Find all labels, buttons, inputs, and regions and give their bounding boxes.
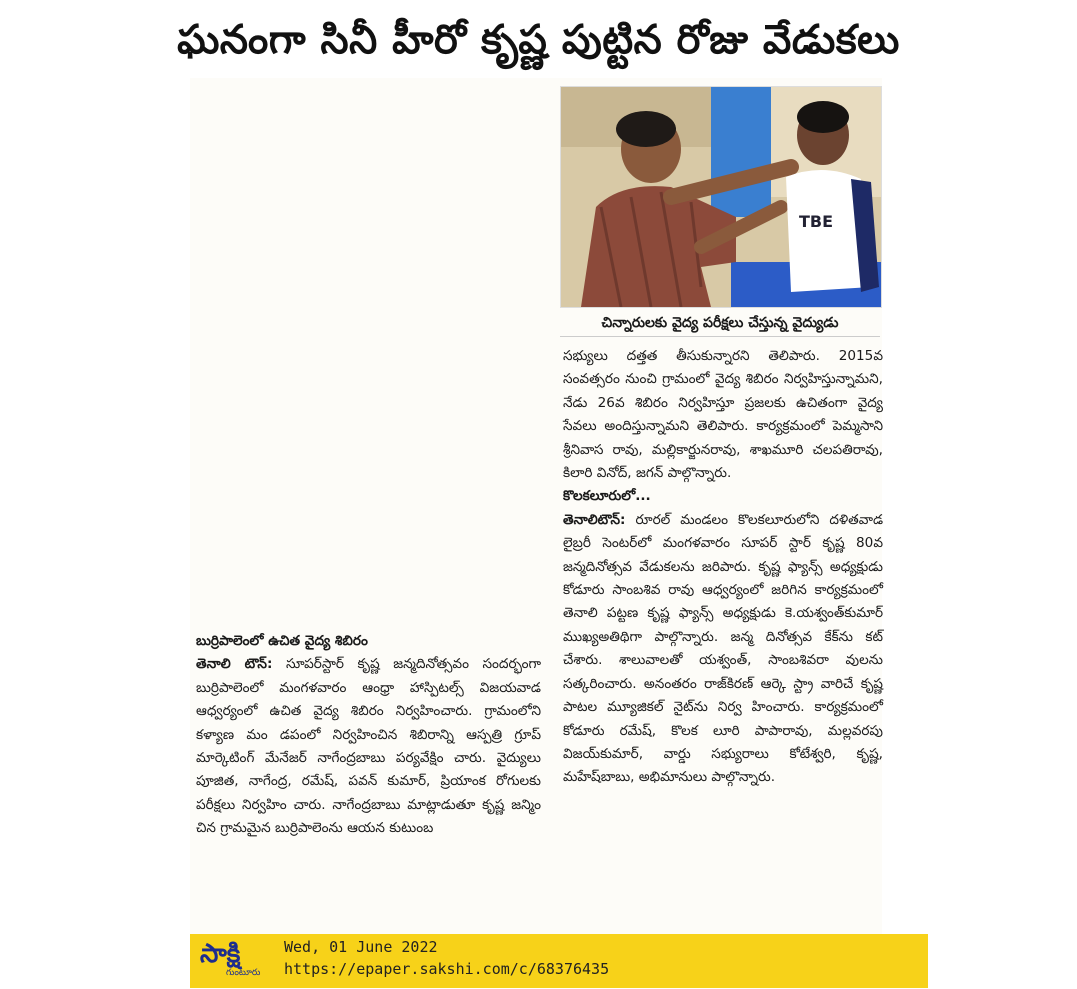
kolakaluru-subhead: కొలకలూరులో... [563, 488, 651, 505]
headline: ఘనంగా సినీ హీరో కృష్ణ పుట్టిన రోజు వేడుకలు [177, 17, 900, 63]
left-dateline: తెనాలి టౌన్: [196, 656, 273, 673]
edition-date: Wed, 01 June 2022 [284, 938, 438, 956]
logo-text: సాక్షి [200, 939, 241, 969]
epaper-url-link[interactable]: https://epaper.sakshi.com/c/68376435 [284, 960, 610, 978]
right-body-paragraph [563, 509, 883, 790]
logo-subtext: గుంటూరు [226, 968, 261, 978]
left-column [196, 630, 541, 841]
svg-text:TBE: TBE [799, 212, 834, 231]
left-body-text: సూపర్‌స్టార్ కృష్ణ జన్మదినోత్సవం సందర్భంగా బుర్రిపాలెంలో మంగళవారం ఆంధ్రా హాస్పిటల్స్ విజయవాడ ఆధ్వర్యంలో ఉచిత వైద్య శిబిరం నిర్వహించారు. గ్రామంలోని కళ్యాణ మం డపంలో నిర్వహించిన శిబిరాన్ని ఆస్పత్రి గ్రూప్ మార్కెటింగ్ మేనేజర్ నాగేంద్రబాబు పర్యవేక్షిం చారు. వైద్యులు పూజిత, నాగేంద్ర, రమేష్, పవన్ కుమార్, ప్రియాంక రోగులకు పరీక్షలు నిర్వహిం చారు. నాగేంద్రబాబు మాట్లాడుతూ కృష్ణ జన్మిం చిన గ్రామమైన బుర్రిపాలెంను ఆయన కుటుంబ [196, 656, 541, 837]
burripalem-subhead: బుర్రిపాలెంలో ఉచిత వైద్య శిబిరం [196, 633, 368, 649]
photo-caption: చిన్నారులకు వైద్య పరీక్షలు చేస్తున్న వైద్యుడు [560, 310, 880, 337]
right-column [563, 345, 883, 790]
sakshi-logo[interactable] [196, 938, 276, 984]
right-intro-paragraph: సభ్యులు దత్తత తీసుకున్నారని తెలిపారు. 2015వ సంవత్సరం నుంచి గ్రామంలో వైద్య శిబిరం నిర్వహిస్తున్నామని, నేడు 26వ శిబిరం నిర్వహిస్తూ ప్రజలకు ఉచితంగా వైద్య సేవలు అందిస్తున్నామని తెలిపారు. కార్యక్రమంలో పెమ్మసాని శ్రీనివాస రావు, మల్లికార్జునరావు, శాఖమూరి చలపతిరావు, కిలారి వినోద్, జగన్ పాల్గొన్నారు. [563, 348, 883, 482]
article-photo [560, 86, 882, 308]
right-body-text: రూరల్ మండలం కొలకలూరులోని దళితవాడ లైబ్రరీ సెంటర్‌లో మంగళవారం సూపర్ స్టార్ కృష్ణ 80వ జన్మదినోత్సవ వేడుకలను జరిపారు. కృష్ణ ఫ్యాన్స్ అధ్యక్షుడు కోడూరు సాంబశివ రావు ఆధ్వర్యంలో జరిగిన కార్యక్రమంలో తెనాలి పట్టణ కృష్ణ ఫ్యాన్స్ అధ్యక్షుడు కె.యశ్వంత్‌కుమార్ ముఖ్యఅతిథిగా పాల్గొన్నారు. జన్మ దినోత్సవ కేక్‌ను కట్ చేశారు. శాలువాలతో యశ్వంత్, సాంబశివరా వులను సత్కరించారు. అనంతరం రాజ్‌కిరణ్ ఆర్కె స్ట్రా వారిచే కృష్ణ పాటల మ్యూజికల్ నైట్‌ను నిర్వ హించారు. కార్యక్రమంలో కోడూరు రమేష్, కొలక లూరి పాపారావు, మల్లవరపు విజయ్‌కుమార్, వార్డు సభ్యురాలు కోటేశ్వరి, కృష్ణ, మహేష్‌బాబు, అభిమానులు పాల్గొన్నారు. [563, 511, 884, 786]
left-body-paragraph [196, 653, 541, 840]
right-dateline: తెనాలిటౌన్: [563, 511, 626, 528]
